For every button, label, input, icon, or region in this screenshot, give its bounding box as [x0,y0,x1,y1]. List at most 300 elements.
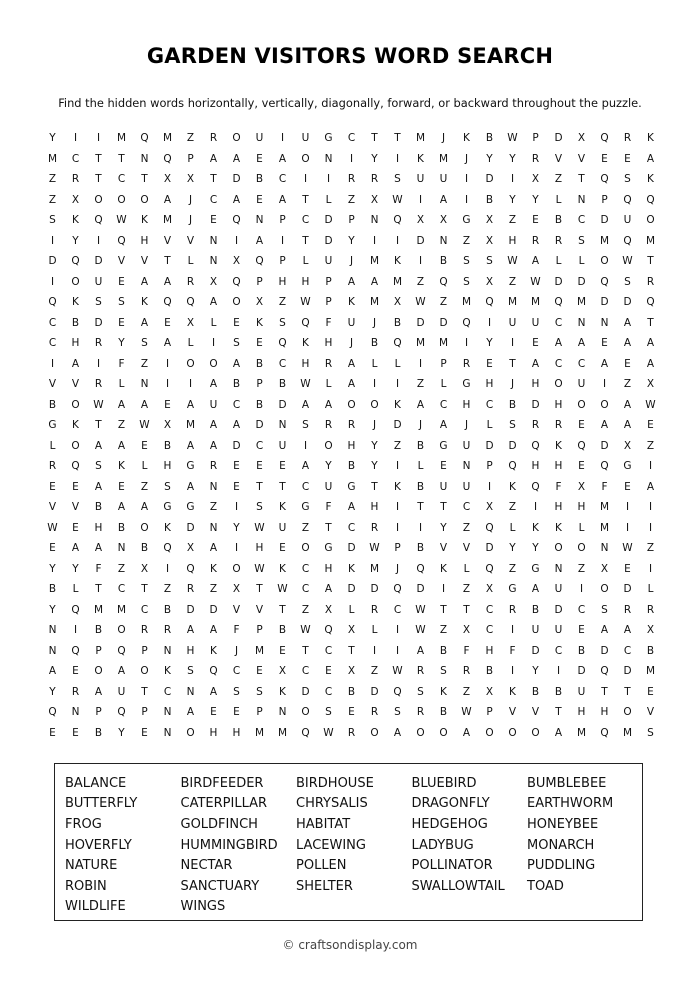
grid-cell: S [578,234,585,247]
grid-cell: I [556,665,561,678]
grid-cell: C [48,316,57,329]
grid-cell: E [624,152,631,165]
grid-cell: E [256,193,263,206]
grid-cell: Q [117,234,126,247]
grid-cell: A [600,419,609,432]
grid-cell: A [623,337,632,350]
grid-cell: K [118,460,125,473]
grid-cell: L [394,357,401,370]
grid-cell: C [232,398,241,411]
grid-cell: T [371,480,378,493]
grid-cell: M [507,296,518,309]
grid-cell: I [349,152,354,165]
grid-cell: D [577,665,586,678]
grid-cell: M [369,255,380,268]
grid-cell: A [623,419,632,432]
grid-cell: R [416,665,425,678]
grid-cell: Z [416,275,425,288]
grid-cell: J [395,562,400,575]
grid-cell: Q [439,275,448,288]
grid-cell: K [509,480,516,493]
grid-cell: V [71,378,80,391]
grid-cell: T [647,316,654,329]
grid-cell: H [508,234,517,247]
grid-cell: Q [416,562,425,575]
grid-cell: P [325,296,332,309]
grid-cell: Q [600,665,609,678]
grid-cell: D [485,439,494,452]
grid-cell: A [94,542,103,555]
grid-cell: B [416,542,425,555]
grid-cell: F [509,644,516,657]
grid-cell: B [232,378,241,391]
grid-cell: C [554,316,563,329]
grid-cell: I [648,501,653,514]
grid-cell: Z [209,501,218,514]
grid-cell: P [187,152,194,165]
grid-cell: P [256,275,263,288]
grid-cell: E [49,480,56,493]
grid-cell: M [645,234,656,247]
grid-cell: O [94,193,103,206]
grid-cell: H [71,337,80,350]
grid-cell: J [188,214,193,227]
grid-cell: B [347,460,356,473]
grid-cell: S [95,296,102,309]
grid-cell: L [118,378,125,391]
grid-cell: A [416,398,425,411]
grid-cell: P [532,132,539,145]
grid-cell: Q [393,337,402,350]
grid-cell: A [117,439,126,452]
grid-cell: Q [255,255,264,268]
grid-cell: B [94,501,103,514]
word-list-item: HOVERFLY [65,837,132,853]
grid-cell: A [186,398,195,411]
grid-cell: A [232,152,241,165]
grid-cell: Q [462,316,471,329]
grid-cell: I [372,378,377,391]
grid-cell: A [140,501,149,514]
grid-cell: E [601,152,608,165]
grid-cell: S [463,275,470,288]
grid-cell: C [255,439,264,452]
grid-cell: D [324,214,333,227]
grid-cell: L [302,255,309,268]
grid-cell: A [646,152,655,165]
grid-cell: N [577,316,586,329]
grid-cell: O [508,726,517,739]
grid-cell: U [209,398,218,411]
grid-cell: S [624,275,631,288]
grid-cell: L [486,419,493,432]
grid-cell: Z [117,419,126,432]
grid-cell: Z [439,624,448,637]
grid-cell: A [232,419,241,432]
grid-cell: J [418,419,423,432]
grid-cell: Q [646,296,655,309]
grid-cell: K [141,296,148,309]
word-list-item: HEDGEHOG [411,816,488,832]
grid-cell: X [186,173,195,186]
grid-cell: R [140,624,149,637]
grid-cell: M [530,296,541,309]
grid-cell: Z [163,583,172,596]
grid-cell: X [462,624,471,637]
grid-cell: L [49,439,56,452]
grid-cell: I [648,460,653,473]
grid-cell: P [440,357,447,370]
grid-cell: A [209,439,218,452]
grid-cell: J [464,152,469,165]
grid-cell: D [416,583,425,596]
grid-cell: Z [347,193,356,206]
grid-cell: I [303,173,308,186]
grid-cell: Y [325,460,332,473]
grid-cell: K [440,685,447,698]
word-list-item: GOLDFINCH [180,816,258,832]
grid-cell: M [392,275,403,288]
grid-cell: K [555,439,562,452]
grid-cell: O [186,726,195,739]
grid-cell: A [600,357,609,370]
grid-cell: D [508,439,517,452]
grid-cell: T [95,419,102,432]
grid-cell: Z [508,501,517,514]
grid-cell: I [625,521,630,534]
grid-cell: D [370,685,379,698]
grid-cell: A [117,501,126,514]
grid-cell: M [599,521,610,534]
grid-cell: B [531,603,540,616]
grid-cell: C [48,337,57,350]
grid-cell: D [531,644,540,657]
grid-cell: A [646,357,655,370]
grid-cell: B [278,378,287,391]
grid-cell: L [417,460,424,473]
grid-cell: I [73,624,78,637]
grid-cell: E [49,726,56,739]
grid-cell: S [601,603,608,616]
grid-cell: L [371,357,378,370]
grid-cell: Q [600,132,609,145]
grid-cell: A [186,480,195,493]
grid-cell: A [554,337,563,350]
grid-cell: I [510,337,515,350]
grid-cell: T [256,480,263,493]
grid-cell: D [623,583,632,596]
grid-cell: M [622,726,633,739]
grid-cell: R [462,357,471,370]
grid-cell: Q [163,152,172,165]
grid-cell: Q [393,583,402,596]
grid-cell: W [254,562,265,575]
grid-cell: I [326,173,331,186]
grid-cell: C [324,685,333,698]
grid-cell: A [186,624,195,637]
grid-cell: R [531,419,540,432]
grid-cell: N [140,152,149,165]
grid-cell: C [324,644,333,657]
grid-cell: N [324,152,333,165]
grid-cell: B [48,398,57,411]
grid-cell: T [302,234,309,247]
grid-cell: E [578,419,585,432]
grid-cell: U [347,316,356,329]
grid-cell: A [209,152,218,165]
grid-cell: J [464,419,469,432]
grid-cell: T [417,501,424,514]
grid-cell: N [370,214,379,227]
grid-cell: M [93,603,104,616]
grid-cell: X [370,193,379,206]
grid-cell: K [164,665,171,678]
grid-cell: E [141,726,148,739]
grid-cell: A [232,193,241,206]
grid-cell: B [439,644,448,657]
grid-cell: Q [531,439,540,452]
grid-cell: Q [531,480,540,493]
grid-cell: M [116,603,127,616]
grid-cell: O [232,562,241,575]
grid-cell: O [71,439,80,452]
grid-cell: A [71,542,80,555]
grid-cell: T [141,685,148,698]
grid-cell: C [554,644,563,657]
grid-cell: Y [371,460,378,473]
word-list-item: WINGS [180,899,226,915]
word-list-item: HABITAT [296,816,351,832]
grid-cell: I [280,234,285,247]
grid-cell: S [164,480,171,493]
grid-cell: E [72,521,79,534]
grid-cell: S [279,316,286,329]
grid-cell: P [601,193,608,206]
grid-cell: A [94,685,103,698]
grid-cell: D [94,316,103,329]
grid-cell: F [463,644,470,657]
grid-cell: V [531,706,540,719]
grid-cell: B [416,439,425,452]
grid-cell: A [117,665,126,678]
grid-cell: V [439,542,448,555]
word-list-item: SANCTUARY [180,878,260,894]
grid-cell: V [554,152,563,165]
grid-cell: S [118,296,125,309]
grid-cell: G [347,480,356,493]
grid-cell: T [624,685,631,698]
grid-cell: M [599,501,610,514]
grid-cell: R [324,357,333,370]
grid-cell: C [577,214,586,227]
grid-cell: M [162,132,173,145]
grid-cell: X [531,173,540,186]
grid-cell: X [646,624,655,637]
grid-cell: O [600,398,609,411]
grid-cell: Y [532,665,539,678]
grid-cell: O [416,726,425,739]
grid-cell: D [186,521,195,534]
grid-cell: H [485,378,494,391]
grid-cell: L [440,378,447,391]
grid-cell: R [462,665,471,678]
grid-cell: T [210,173,217,186]
grid-cell: V [508,706,517,719]
grid-cell: S [509,419,516,432]
grid-cell: X [577,480,586,493]
grid-cell: N [209,480,218,493]
grid-cell: Z [393,439,402,452]
grid-cell: D [623,296,632,309]
grid-cell: I [395,624,400,637]
grid-cell: O [71,275,80,288]
grid-cell: K [348,296,355,309]
grid-cell: H [600,706,609,719]
grid-cell: E [256,665,263,678]
grid-cell: Z [48,193,57,206]
grid-cell: E [256,460,263,473]
grid-cell: I [50,357,55,370]
grid-cell: O [140,521,149,534]
grid-cell: Y [371,439,378,452]
grid-cell: U [117,685,126,698]
grid-cell: C [301,583,310,596]
grid-cell: Y [371,152,378,165]
grid-cell: I [510,665,515,678]
grid-cell: A [278,152,287,165]
grid-cell: W [116,214,127,227]
grid-cell: A [140,275,149,288]
grid-cell: C [577,603,586,616]
grid-cell: R [71,173,80,186]
grid-cell: N [278,419,287,432]
grid-cell: Q [324,624,333,637]
grid-cell: A [531,357,540,370]
grid-cell: B [255,398,264,411]
grid-cell: Q [646,193,655,206]
grid-cell: O [554,542,563,555]
grid-cell: O [623,706,632,719]
word-list-item: SHELTER [296,878,353,894]
grid-cell: N [600,316,609,329]
grid-cell: H [577,501,586,514]
grid-cell: O [232,296,241,309]
grid-cell: H [531,460,540,473]
grid-cell: C [278,173,287,186]
grid-cell: K [647,173,654,186]
grid-cell: K [302,337,309,350]
grid-cell: W [139,419,150,432]
grid-cell: O [554,378,563,391]
grid-cell: O [232,132,241,145]
grid-cell: L [72,583,79,596]
word-list-item: TOAD [527,878,564,894]
grid-cell: X [347,624,356,637]
grid-cell: T [141,583,148,596]
grid-cell: W [415,624,426,637]
grid-cell: B [416,480,425,493]
grid-cell: S [417,685,424,698]
grid-cell: H [531,378,540,391]
grid-cell: M [277,726,288,739]
grid-cell: L [371,624,378,637]
grid-cell: Z [301,603,310,616]
grid-cell: B [370,337,379,350]
grid-cell: B [439,255,448,268]
word-list-item: POLLINATOR [411,858,493,874]
grid-cell: C [439,398,448,411]
grid-cell: N [209,234,218,247]
grid-cell: C [301,562,310,575]
grid-cell: A [531,255,540,268]
grid-cell: Z [462,521,471,534]
grid-cell: W [369,542,380,555]
grid-cell: L [647,583,654,596]
grid-cell: I [625,501,630,514]
grid-cell: C [278,357,287,370]
grid-cell: X [186,316,195,329]
grid-cell: H [485,644,494,657]
grid-cell: K [72,419,79,432]
grid-cell: W [415,603,426,616]
grid-cell: L [141,460,148,473]
grid-cell: A [140,398,149,411]
grid-cell: R [554,419,563,432]
grid-cell: A [462,726,471,739]
word-list-item: ROBIN [65,878,107,894]
grid-cell: E [233,316,240,329]
grid-cell: F [118,357,125,370]
grid-cell: P [348,214,355,227]
grid-cell: Y [348,234,355,247]
grid-cell: M [438,337,449,350]
grid-cell: K [394,255,401,268]
word-list-item: LACEWING [296,837,366,853]
grid-cell: E [118,480,125,493]
grid-cell: K [440,562,447,575]
grid-cell: N [255,214,264,227]
grid-cell: H [554,460,563,473]
grid-cell: N [48,624,57,637]
grid-cell: Q [600,726,609,739]
grid-cell: Y [486,337,493,350]
grid-cell: H [301,357,310,370]
word-list-item: NATURE [65,858,118,874]
grid-cell: S [463,255,470,268]
grid-cell: O [577,398,586,411]
grid-cell: Q [485,562,494,575]
grid-cell: U [554,624,563,637]
grid-cell: W [93,398,104,411]
grid-cell: I [73,132,78,145]
grid-cell: S [95,460,102,473]
grid-cell: Y [49,132,56,145]
grid-cell: K [279,562,286,575]
grid-cell: W [507,255,518,268]
grid-cell: H [554,398,563,411]
grid-cell: V [163,234,172,247]
grid-cell: Z [646,542,655,555]
grid-cell: A [255,234,264,247]
grid-cell: O [577,542,586,555]
grid-cell: C [232,665,241,678]
grid-cell: R [531,152,540,165]
grid-cell: Q [600,275,609,288]
grid-cell: U [508,316,517,329]
grid-cell: Q [186,296,195,309]
grid-cell: Q [71,460,80,473]
grid-cell: I [602,378,607,391]
